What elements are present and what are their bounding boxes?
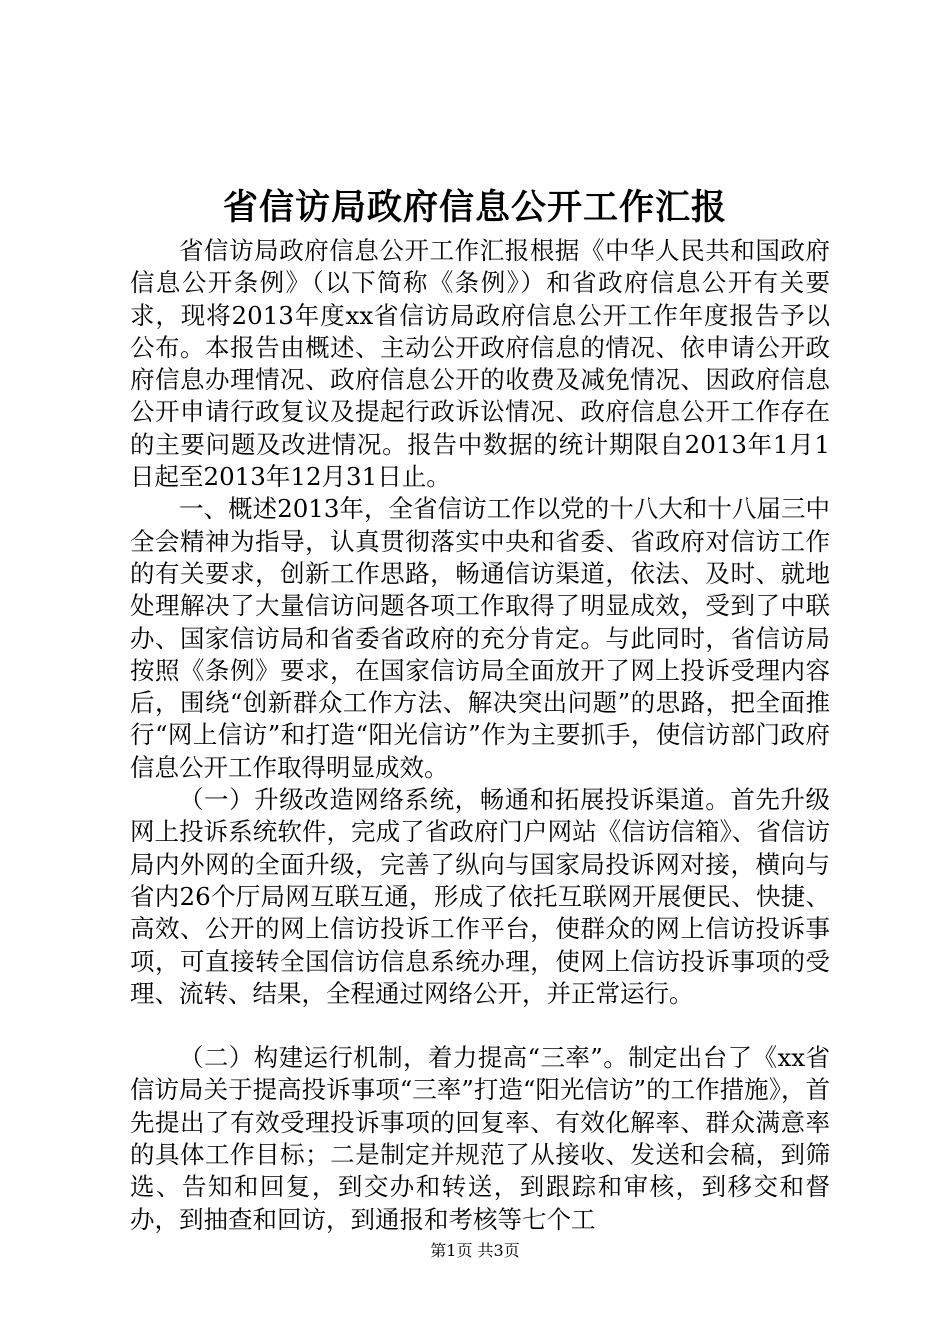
page-footer: 第1页 共3页 [430,1241,520,1260]
paragraph-intro: 省信访局政府信息公开工作汇报根据《中华人民共和国政府信息公开条例》（以下简称《条例》）和省政府信息公开有关要求，现将2013年度xx省信访局政府信息公开工作年度报告予以公布。本报告由概述、主动公开政府信息的情况、依申请公开政府信息办理情况、政府信息公开的收费及减免情况、因政府信息公开申请行政复议及提起行政诉讼情况、政府信息公开工作存在的主要问题及改进情况。报告中数据的统计期限自2013年1月1日起至2013年12月31日止。 [130,236,830,492]
paragraph-section-1: （一）升级改造网络系统，畅通和拓展投诉渠道。首先升级网上投诉系统软件，完成了省政府门户网站《信访信箱》、省信访局内外网的全面升级，完善了纵向与国家局投诉网对接，横向与省内26个厅局网互联互通，形成了依托互联网开展便民、快捷、高效、公开的网上信访投诉工作平台，使群众的网上信访投诉事项，可直接转全国信访信息系统办理，使网上信访投诉事项的受理、流转、结果，全程通过网络公开，并正常运行。 [130,785,830,1008]
paragraph-section-2: （二）构建运行机制，着力提高“三率”。制定出台了《xx省信访局关于提高投诉事项“三率”打造“阳光信访”的工作措施》，首先提出了有效受理投诉事项的回复率、有效化解率、群众满意率的具体工作目标；二是制定并规范了从接收、发送和会稿，到筛选、告知和回复，到交办和转送，到跟踪和审核，到移交和督办，到抽查和回访，到通报和考核等七个工 [130,1043,830,1234]
document-title: 省信访局政府信息公开工作汇报 [222,187,727,228]
paragraph-overview: 一、概述2013年，全省信访工作以党的十八大和十八届三中全会精神为指导，认真贯彻落实中央和省委、省政府对信访工作的有关要求，创新工作思路，畅通信访渠道，依法、及时、就地处理解决了大量信访问题各项工作取得了明显成效，受到了中联办、国家信访局和省委省政府的充分肯定。与此同时，省信访局按照《条例》要求，在国家信访局全面放开了网上投诉受理内容后，围绕“创新群众工作方法、解决突出问题”的思路，把全面推行“网上信访”和打造“阳光信访”作为主要抓手，使信访部门政府信息公开工作取得明显成效。 [130,494,830,782]
document-body [130,235,830,1236]
